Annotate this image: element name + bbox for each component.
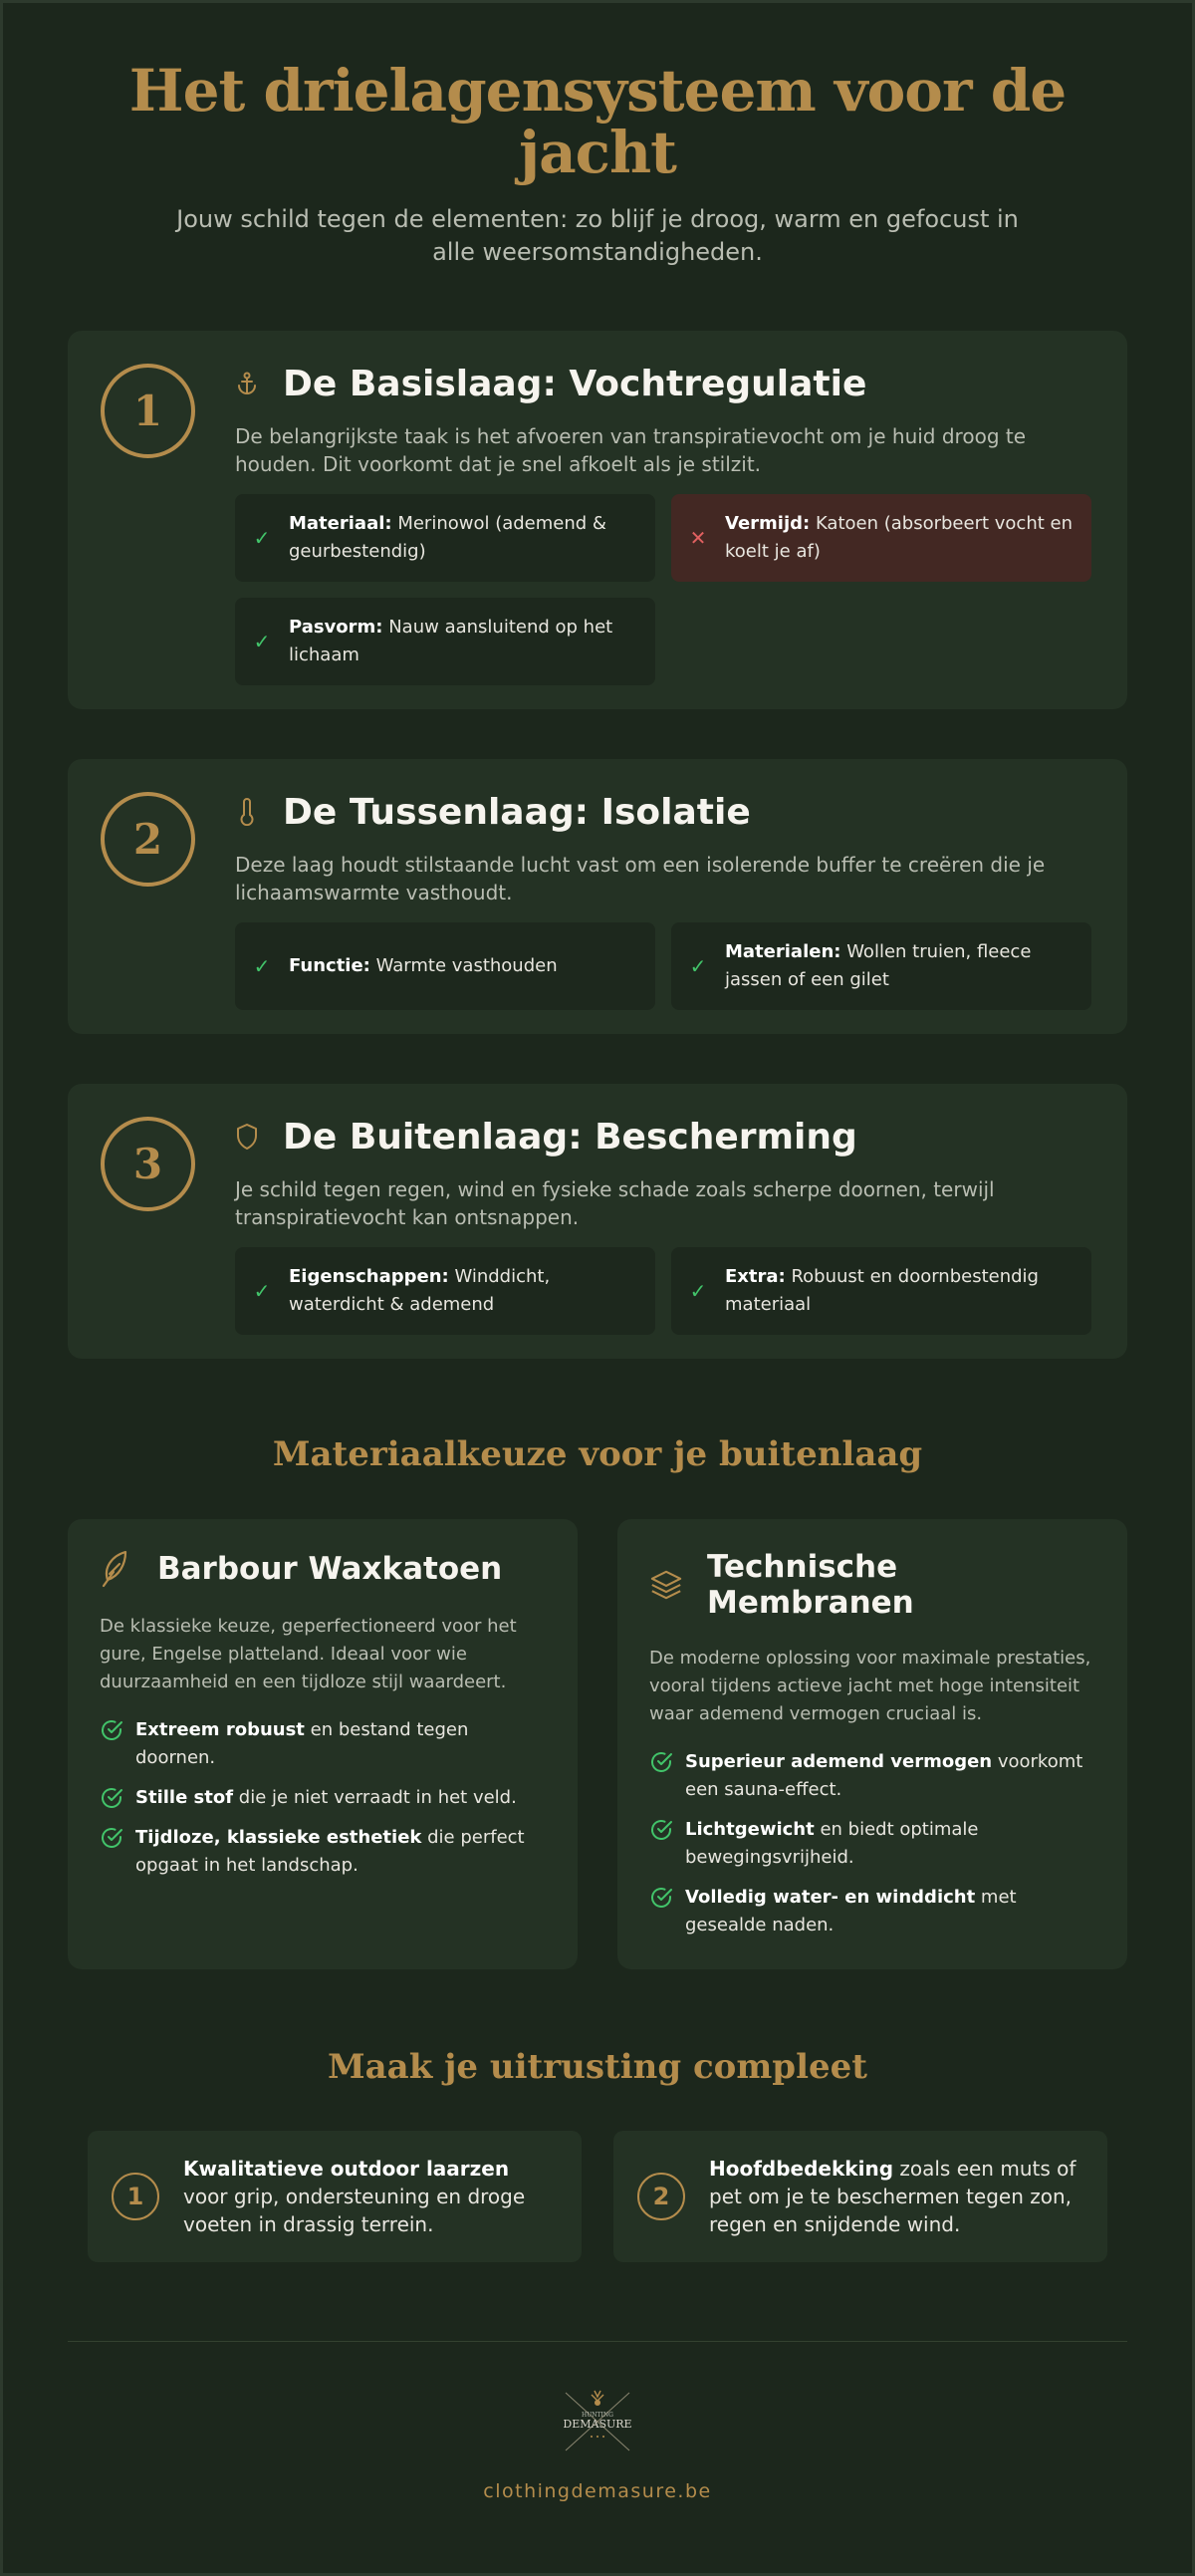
layer-number: 2	[101, 792, 195, 887]
layer-point: ✓ Pasvorm: Nauw aansluitend op het lichaam	[235, 598, 655, 685]
list-item: Stille stof die je niet verraadt in het veld.	[100, 1784, 546, 1812]
layer-number: 1	[101, 364, 195, 458]
layer-number: 3	[101, 1117, 195, 1211]
layer-card-mid	[68, 759, 1127, 1034]
svg-text:DEMASURE: DEMASURE	[563, 2418, 632, 2431]
layer-point: ✓ Materiaal: Merinowol (ademend & geurbestendig)	[235, 494, 655, 582]
list-item: Superieur ademend vermogen voorkomt een sauna-effect.	[649, 1748, 1095, 1804]
check-circle-icon	[100, 1786, 123, 1810]
list-item: Lichtgewicht en biedt optimale bewegingsvrijheid.	[649, 1816, 1095, 1872]
layer-card-base	[68, 331, 1127, 709]
check-circle-icon	[100, 1718, 123, 1742]
layer-card-outer	[68, 1084, 1127, 1359]
check-icon: ✓	[689, 954, 707, 978]
shield-icon	[235, 1122, 259, 1152]
feather-icon	[100, 1549, 133, 1589]
check-circle-icon	[649, 1818, 673, 1842]
list-item: Extreem robuust en bestand tegen doornen.	[100, 1716, 546, 1772]
check-icon: ✓	[689, 1279, 707, 1303]
layer-title: De Buitenlaag: Bescherming	[283, 1116, 857, 1158]
gear-item: 1 Kwalitatieve outdoor laarzen voor grip, ondersteuning en droge voeten in drassig terrein.	[88, 2131, 582, 2262]
layer-point: ✓ Extra: Robuust en doornbestendig materiaal	[671, 1247, 1091, 1335]
thermometer-icon	[235, 797, 259, 827]
brand-logo	[558, 2387, 637, 2456]
layer-point: ✓ Eigenschappen: Winddicht, waterdicht & ademend	[235, 1247, 655, 1335]
layer-point: ✓ Materialen: Wollen truien, fleece jassen of een gilet	[671, 922, 1091, 1010]
material-description: De klassieke keuze, geperfectioneerd voor het gure, Engelse platteland. Ideaal voor wie duurzaamheid en een tijdloze stijl waardeert.	[100, 1616, 517, 1692]
website-link[interactable]: clothingdemasure.be	[483, 2480, 712, 2502]
check-circle-icon	[649, 1750, 673, 1774]
layer-description: De belangrijkste taak is het afvoeren van transpiratievocht om je huid droog te houden. Dit voorkomt dat je snel afkoelt als je stilzit.	[235, 424, 1027, 476]
gear-item: 2 Hoofdbedekking zoals een muts of pet om je te beschermen tegen zon, regen en snijdende wind.	[613, 2131, 1107, 2262]
material-title: Barbour Waxkatoen	[157, 1551, 503, 1587]
layer-description: Je schild tegen regen, wind en fysieke schade zoals scherpe doornen, terwijl transpiratievocht kan ontsnappen.	[235, 1177, 995, 1229]
check-icon: ✓	[253, 630, 271, 653]
cross-icon: ✕	[689, 526, 707, 550]
page-title: Het drielagensysteem voor de jacht	[128, 57, 1067, 186]
gear-heading: Maak je uitrusting compleet	[328, 2047, 867, 2087]
list-item: Tijdloze, klassieke esthetiek die perfect opgaat in het landschap.	[100, 1824, 546, 1880]
list-item: Volledig water- en winddicht met gesealde naden.	[649, 1884, 1095, 1939]
material-title: Technische Membranen	[707, 1549, 914, 1621]
layer-description: Deze laag houdt stilstaande lucht vast om een isolerende buffer te creëren die je lichaamswarmte vasthoudt.	[235, 853, 1046, 904]
material-description: De moderne oplossing voor maximale prestaties, vooral tijdens actieve jacht met hoge intensiteit waar ademend vermogen cruciaal is.	[649, 1648, 1091, 1724]
check-circle-icon	[649, 1886, 673, 1910]
materials-heading: Materiaalkeuze voor je buitenlaag	[272, 1434, 923, 1474]
check-icon: ✓	[253, 1279, 271, 1303]
gear-number: 1	[112, 2173, 159, 2220]
layer-point: ✓ Functie: Warmte vasthouden	[235, 922, 655, 1010]
footer-divider	[68, 2341, 1127, 2342]
layer-title: De Basislaag: Vochtregulatie	[283, 363, 867, 404]
gear-number: 2	[637, 2173, 685, 2220]
layers-icon	[649, 1565, 683, 1605]
svg-text:HUNTING: HUNTING	[582, 2412, 613, 2419]
anchor-icon	[235, 369, 259, 398]
layer-warning-point: ✕ Vermijd: Katoen (absorbeert vocht en koelt je af)	[671, 494, 1091, 582]
material-card-wax	[68, 1519, 578, 1969]
page-header	[0, 57, 1195, 269]
check-circle-icon	[100, 1826, 123, 1850]
page-subtitle: Jouw schild tegen de elementen: zo blijf je droog, warm en gefocust in alle weersomstandigheden.	[176, 205, 1019, 266]
check-icon: ✓	[253, 526, 271, 550]
layer-title: De Tussenlaag: Isolatie	[283, 791, 751, 833]
material-card-membrane	[617, 1519, 1127, 1969]
check-icon: ✓	[253, 954, 271, 978]
